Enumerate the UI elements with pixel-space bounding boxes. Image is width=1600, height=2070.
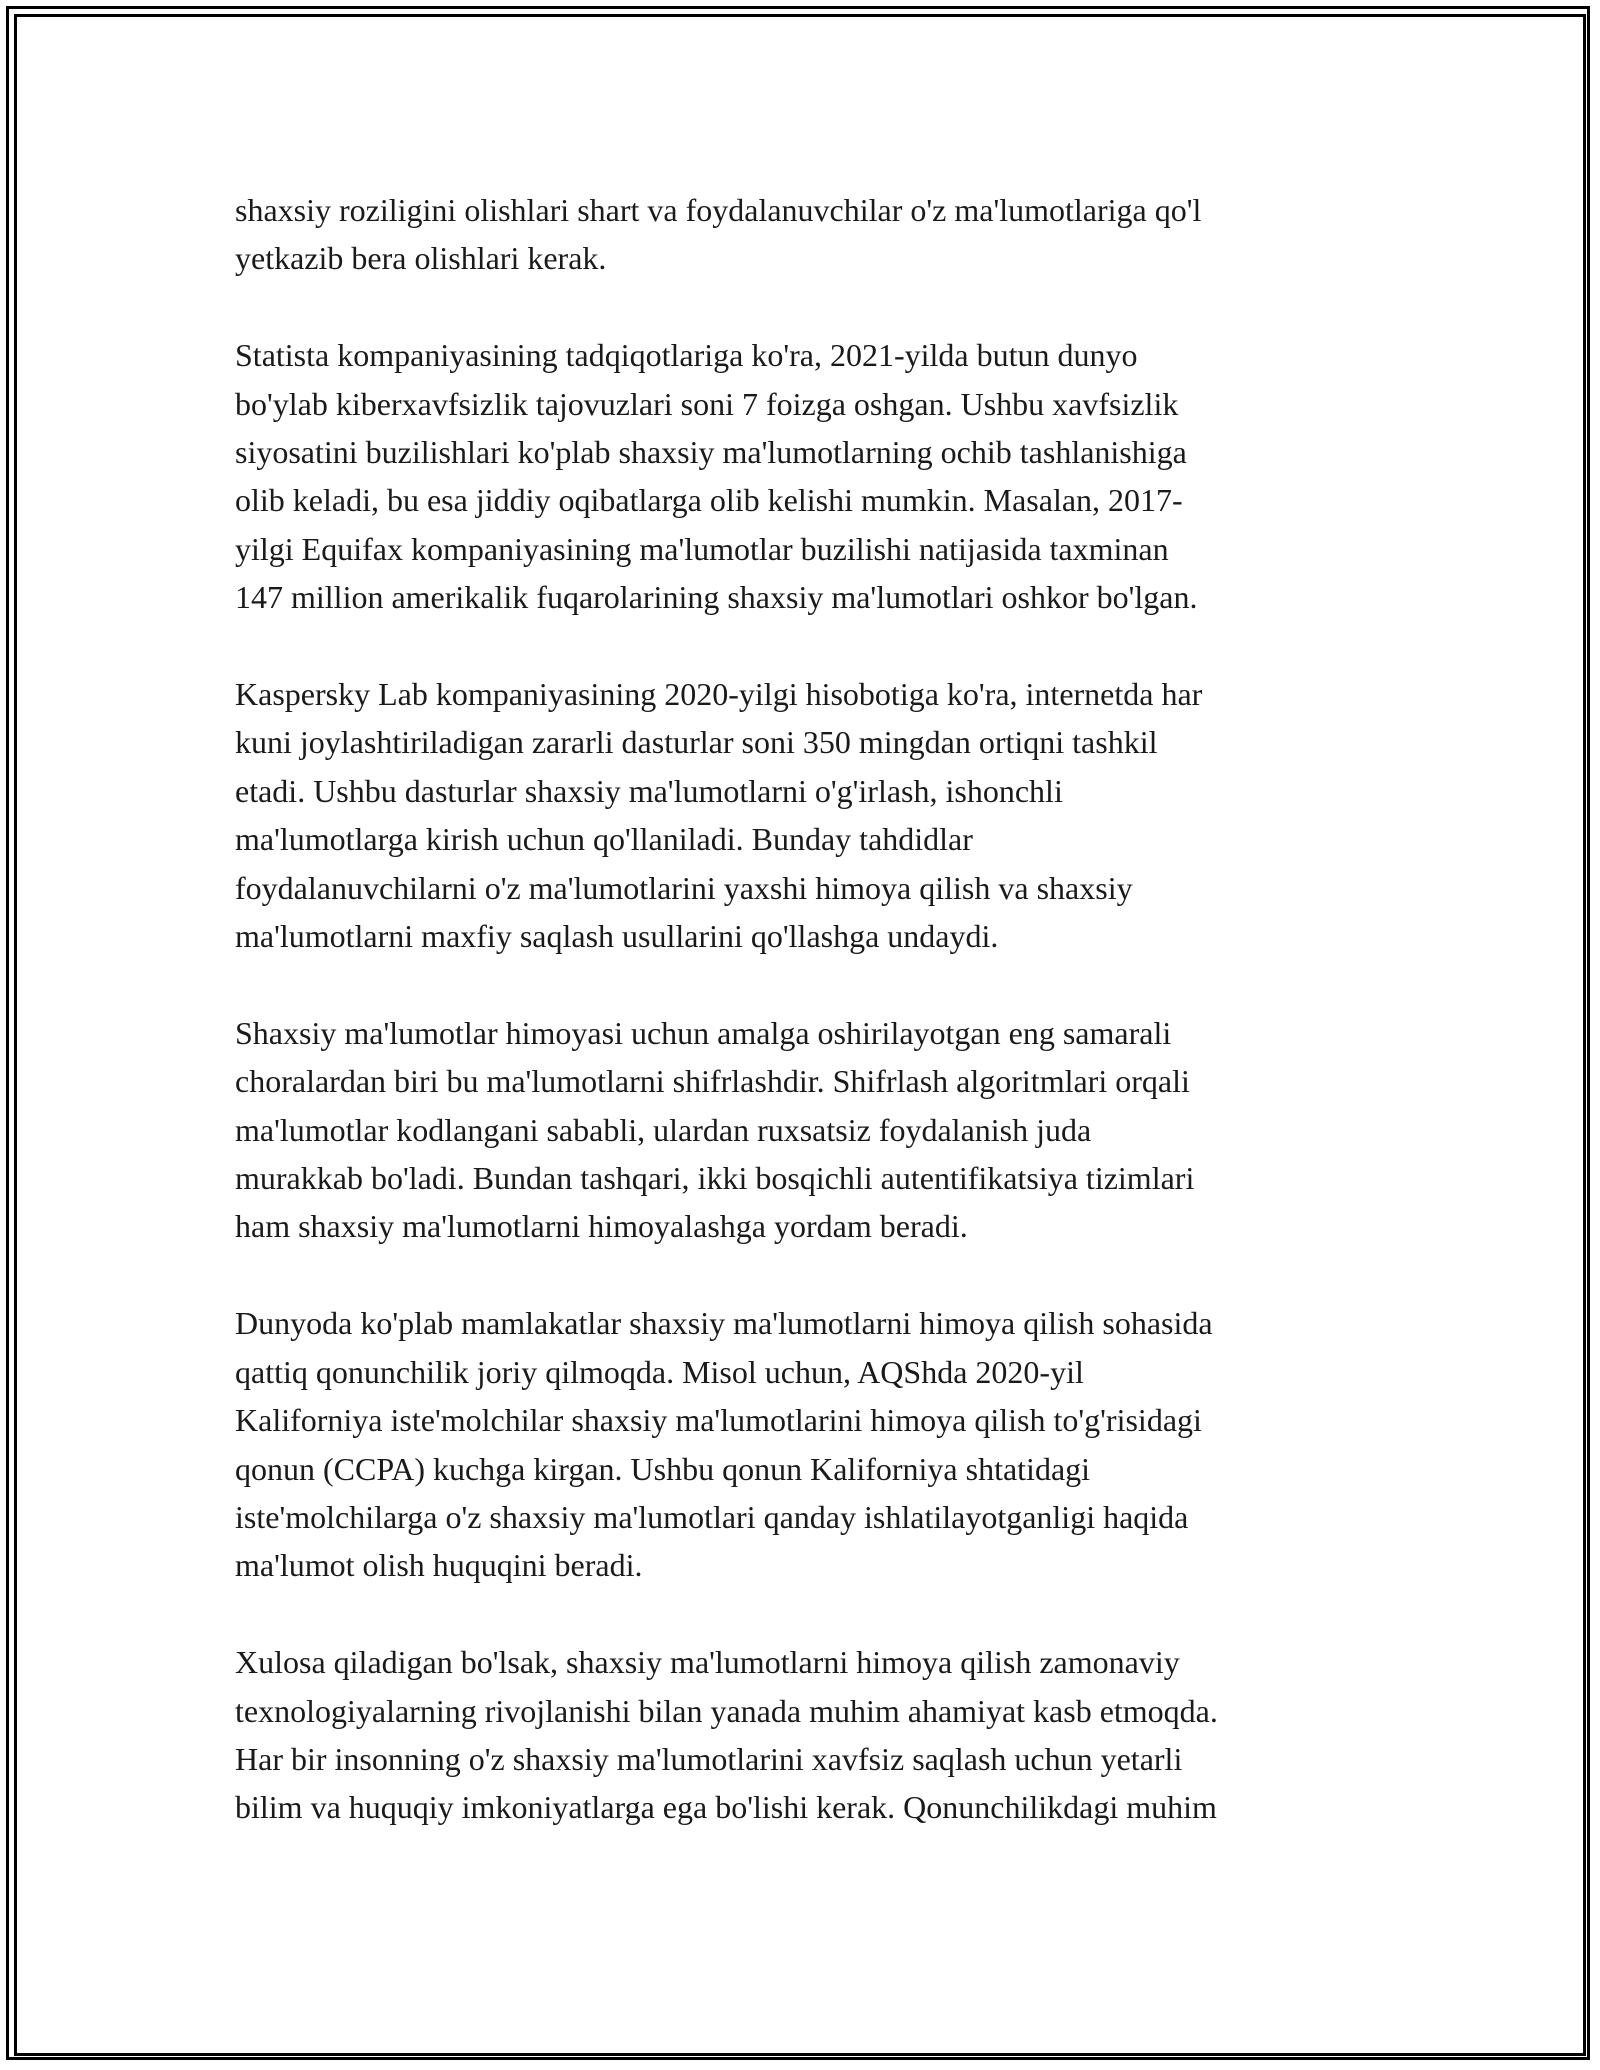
text-line: siyosatini buzilishlari ko'plab shaxsiy ma'lumotlarning ochib tashlanishiga [235,434,1187,471]
text-line: ham shaxsiy ma'lumotlarni himoyalashga yordam beradi. [235,1208,968,1245]
text-line: Shaxsiy ma'lumotlar himoyasi uchun amalga oshirilayotgan eng samarali [235,1014,1172,1051]
text-line: 147 million amerikalik fuqarolarining shaxsiy ma'lumotlari oshkor bo'lgan. [235,579,1198,616]
text-line: ma'lumotlarga kirish uchun qo'llaniladi. Bunday tahdidlar [235,821,973,858]
text-line: Kaliforniya iste'molchilar shaxsiy ma'lumotlarini himoya qilish to'g'risidagi [235,1402,1202,1439]
paragraph-1 [235,186,1375,283]
text-line: bilim va huquqiy imkoniyatlarga ega bo'lishi kerak. Qonunchilikdagi muhim [235,1789,1217,1826]
text-line: murakkab bo'ladi. Bundan tashqari, ikki bosqichli autentifikatsiya tizimlari [235,1160,1195,1197]
paragraph-5 [235,1299,1375,1589]
text-line: foydalanuvchilarni o'z ma'lumotlarini yaxshi himoya qilish va shaxsiy [235,869,1133,906]
text-line: ma'lumotlar kodlangani sababli, ulardan ruxsatsiz foydalanish juda [235,1111,1092,1148]
text-line: texnologiyalarning rivojlanishi bilan yanada muhim ahamiyat kasb etmoqda. [235,1692,1218,1729]
paragraph-2 [235,331,1375,621]
text-line: qonun (CCPA) kuchga kirgan. Ushbu qonun Kaliforniya shtatidagi [235,1450,1091,1487]
text-line: etadi. Ushbu dasturlar shaxsiy ma'lumotlarni o'g'irlash, ishonchli [235,772,1063,809]
document-body [235,186,1375,1832]
text-line: ma'lumot olish huquqini beradi. [235,1547,643,1584]
text-line: choralardan biri bu ma'lumotlarni shifrlashdir. Shifrlash algoritmlari orqali [235,1063,1190,1100]
text-line: iste'molchilarga o'z shaxsiy ma'lumotlari qanday ishlatilayotganligi haqida [235,1498,1189,1535]
text-line: shaxsiy roziligini olishlari shart va foydalanuvchilar o'z ma'lumotlariga qo'l [235,192,1202,228]
text-line: Xulosa qiladigan bo'lsak, shaxsiy ma'lumotlarni himoya qilish zamonaviy [235,1644,1180,1681]
text-line: yetkazib bera olishlari kerak. [235,240,607,277]
paragraph-6 [235,1638,1375,1832]
text-line: yilgi Equifax kompaniyasining ma'lumotlar buzilishi natijasida taxminan [235,530,1169,567]
paragraph-4 [235,1009,1375,1251]
text-line: olib keladi, bu esa jiddiy oqibatlarga olib kelishi mumkin. Masalan, 2017- [235,482,1183,519]
text-line: qattiq qonunchilik joriy qilmoqda. Misol uchun, AQShda 2020-yil [235,1353,1084,1390]
text-line: Dunyoda ko'plab mamlakatlar shaxsiy ma'lumotlarni himoya qilish sohasida [235,1305,1213,1342]
text-line: ma'lumotlarni maxfiy saqlash usullarini qo'llashga undaydi. [235,918,999,955]
text-line: Har bir insonning o'z shaxsiy ma'lumotlarini xavfsiz saqlash uchun yetarli [235,1740,1183,1777]
text-line: bo'ylab kiberxavfsizlik tajovuzlari soni 7 foizga oshgan. Ushbu xavfsizlik [235,385,1179,422]
paragraph-3 [235,670,1375,960]
text-line: Statista kompaniyasining tadqiqotlariga ko'ra, 2021-yilda butun dunyo [235,337,1138,374]
text-line: kuni joylashtiriladigan zararli dasturlar soni 350 mingdan ortiqni tashkil [235,724,1158,761]
text-line: Kaspersky Lab kompaniyasining 2020-yilgi hisobotiga ko'ra, internetda har [235,676,1203,713]
